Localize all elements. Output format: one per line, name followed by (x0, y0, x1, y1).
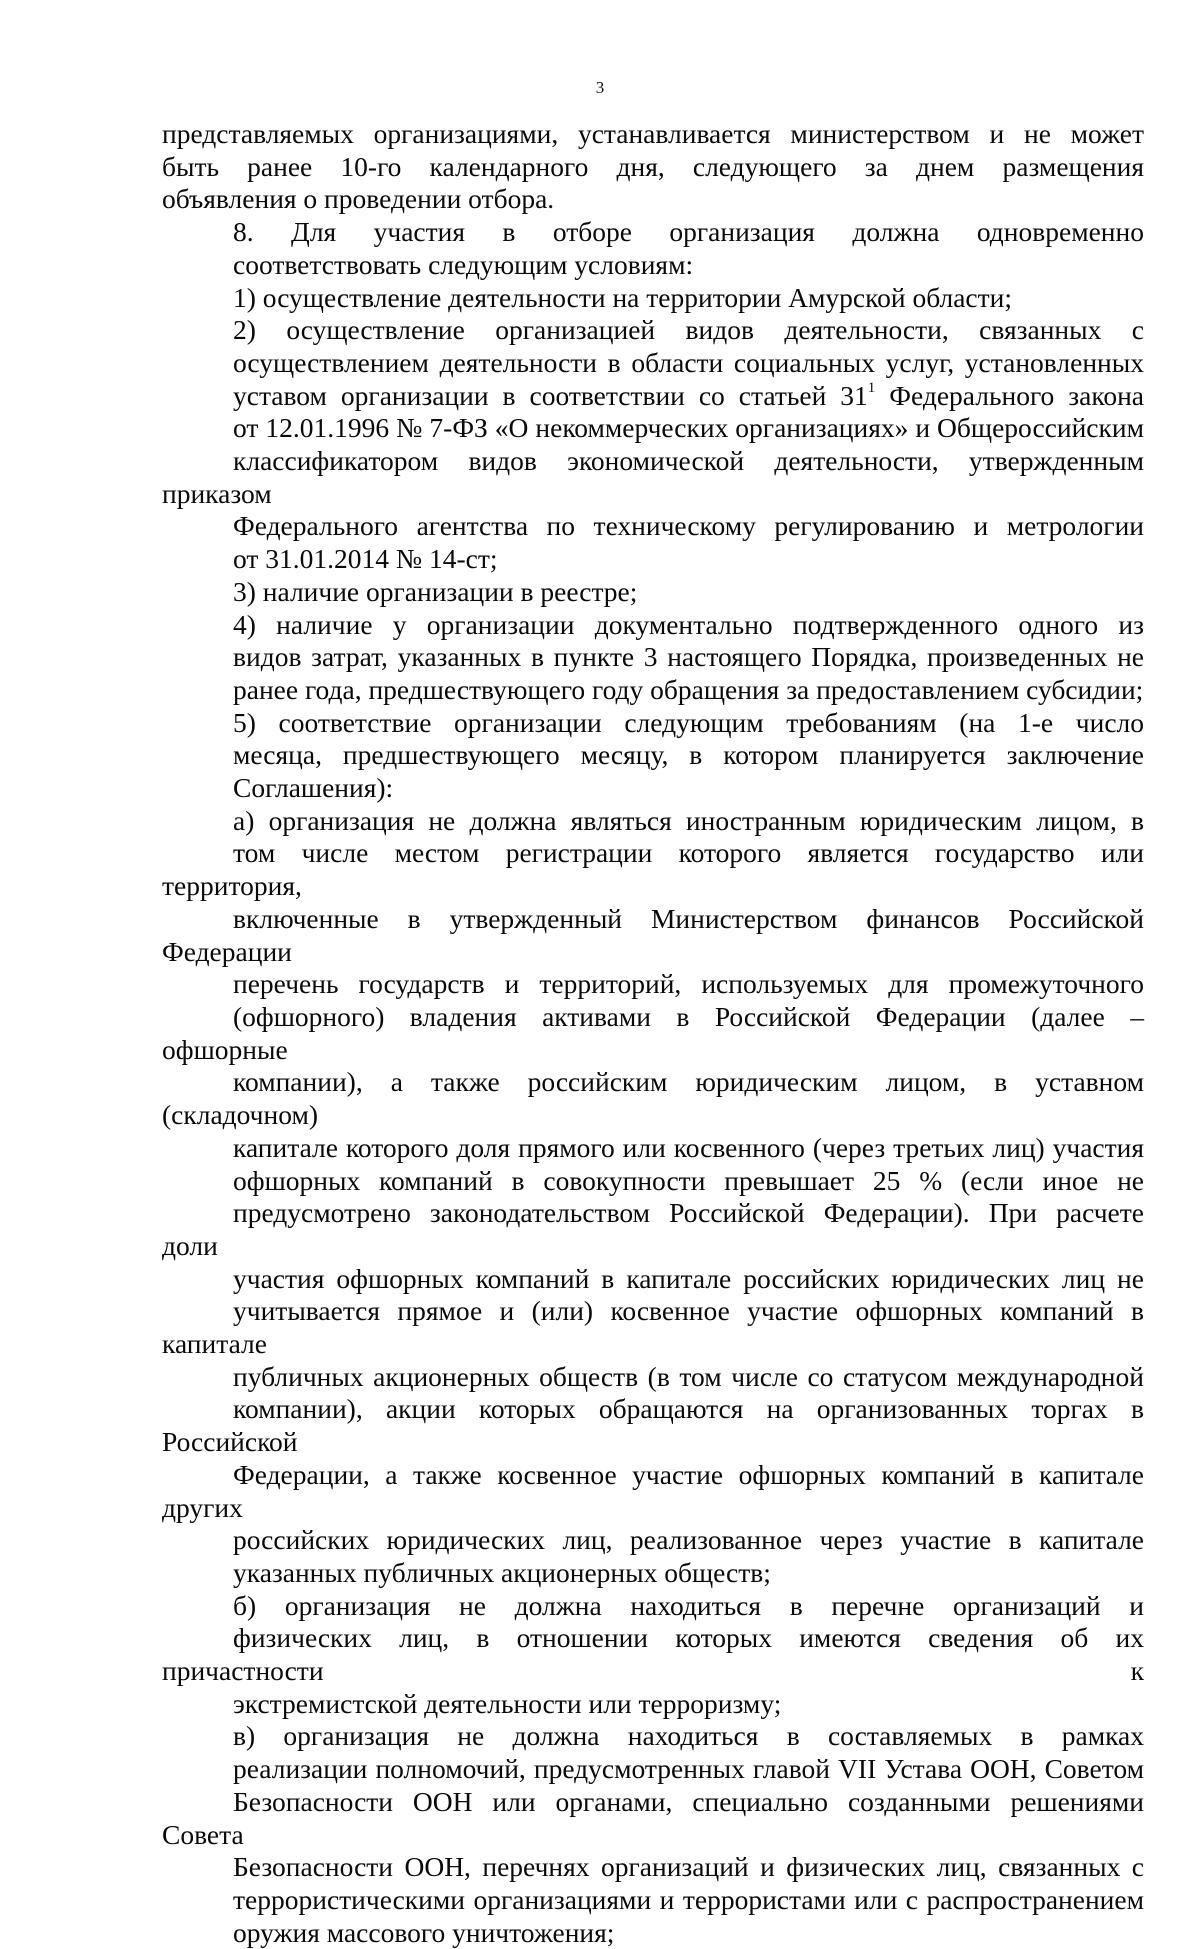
paragraph-c2 (162, 314, 1144, 576)
text-line: 2) осуществление организацией видов деятельности, связанных с (233, 314, 1144, 346)
text-line: компании), акции которых обращаются на организованных торгах в Российской (162, 1393, 1144, 1458)
text-line: включенные в утвержденный Министерством финансов Российской Федерации (162, 902, 1144, 967)
paragraph-ca (162, 805, 1144, 1590)
superscript: 1 (867, 379, 876, 396)
document-body (162, 118, 1144, 1949)
paragraph-p0 (162, 118, 1144, 216)
text-line: ранее года, предшествующего году обращения за предоставлением субсидии; (233, 673, 1144, 705)
text-line: уставом организации в соответствии со статьей $31^1$ Федерального закона (233, 379, 1144, 411)
text-line: указанных публичных акционерных обществ; (233, 1556, 771, 1588)
text-line: 4) наличие у организации документально подтвержденного одного из (233, 608, 1144, 640)
text-line: физических лиц, в отношении которых имеются сведения об их причастности к (162, 1622, 1144, 1687)
paragraph-p8 (162, 216, 1144, 281)
text-line: быть ранее 10-го календарного дня, следующего за днем размещения (162, 150, 1144, 182)
text-line: 1) осуществление деятельности на территории Амурской области; (233, 281, 1013, 313)
text-line: оружия массового уничтожения; (233, 1916, 615, 1948)
text-line: а) организация не должна являться иностранным юридическим лицом, в (233, 804, 1144, 836)
text-line: осуществлением деятельности в области социальных услуг, установленных (233, 346, 1144, 378)
text-line: Безопасности ООН, перечнях организаций и физических лиц, связанных с (233, 1851, 1144, 1883)
text-line: от 31.01.2014 № 14-ст; (233, 543, 498, 575)
text-line: участия офшорных компаний в капитале российских юридических лиц не (233, 1262, 1144, 1294)
text-line: (офшорного) владения активами в Российской Федерации (далее – офшорные (162, 1000, 1144, 1065)
text-line: б) организация не должна находиться в перечне организаций и (233, 1589, 1144, 1621)
text-line: 8. Для участия в отборе организация должна одновременно (233, 216, 1144, 248)
paragraph-cv (162, 1720, 1144, 1949)
text-line: соответствовать следующим условиям: (233, 248, 694, 280)
text-line: представляемых организациями, устанавливается министерством и не может (162, 118, 1144, 149)
text-line: реализации полномочий, предусмотренных главой VII Устава ООН, Советом (233, 1753, 1144, 1785)
text-line: предусмотрено законодательством Российской Федерации). При расчете доли (162, 1197, 1144, 1261)
text-line: Федерального агентства по техническому регулированию и метрологии (233, 510, 1144, 542)
text-line: 3) наличие организации в реестре; (233, 575, 638, 607)
text-line: объявления о проведении отбора. (162, 183, 555, 215)
text-line: офшорных компаний в совокупности превышает 25 % (если иное не (233, 1164, 1144, 1196)
text-line: Федерации, а также косвенное участие офшорных компаний в капитале других (162, 1458, 1144, 1523)
paragraph-c1 (162, 282, 1144, 315)
paragraph-c5 (162, 707, 1144, 805)
text-line: публичных акционерных обществ (в том числе со статусом международной (233, 1360, 1144, 1392)
text-line: перечень государств и территорий, используемых для промежуточного (233, 968, 1144, 1000)
text-line: Соглашения): (233, 772, 394, 804)
text-line: месяца, предшествующего месяцу, в котором планируется заключение (233, 739, 1144, 771)
text-line: том числе местом регистрации которого является государство или территория, (162, 837, 1144, 902)
text-line: компании), а также российским юридическим лицом, в уставном (складочном) (162, 1066, 1144, 1131)
text-line: классификатором видов экономической деятельности, утвержденным приказом (162, 445, 1144, 509)
text-line: капитале которого доля прямого или косвенного (через третьих лиц) участия (233, 1131, 1144, 1163)
text-line: террористическими организациями и террористами или с распространением (233, 1883, 1144, 1915)
paragraph-c3 (162, 576, 1144, 609)
text-line: экстремистской деятельности или терроризму; (233, 1687, 782, 1719)
text-line: видов затрат, указанных в пункте 3 настоящего Порядка, произведенных не (233, 641, 1144, 673)
text-line: учитывается прямое и (или) косвенное участие офшорных компаний в капитале (162, 1295, 1144, 1360)
paragraph-c4 (162, 609, 1144, 707)
text-line: от 12.01.1996 № 7-ФЗ «О некоммерческих организациях» и Общероссийским (233, 412, 1144, 444)
paragraph-cb (162, 1590, 1144, 1721)
text-line: российских юридических лиц, реализованное через участие в капитале (233, 1524, 1144, 1556)
text-line: в) организация не должна находиться в составляемых в рамках (233, 1720, 1144, 1752)
page-number: 3 (595, 78, 605, 97)
text-line: 5) соответствие организации следующим требованиям (на 1-е число (233, 706, 1144, 738)
text-line: Безопасности ООН или органами, специально созданными решениями Совета (162, 1785, 1144, 1850)
